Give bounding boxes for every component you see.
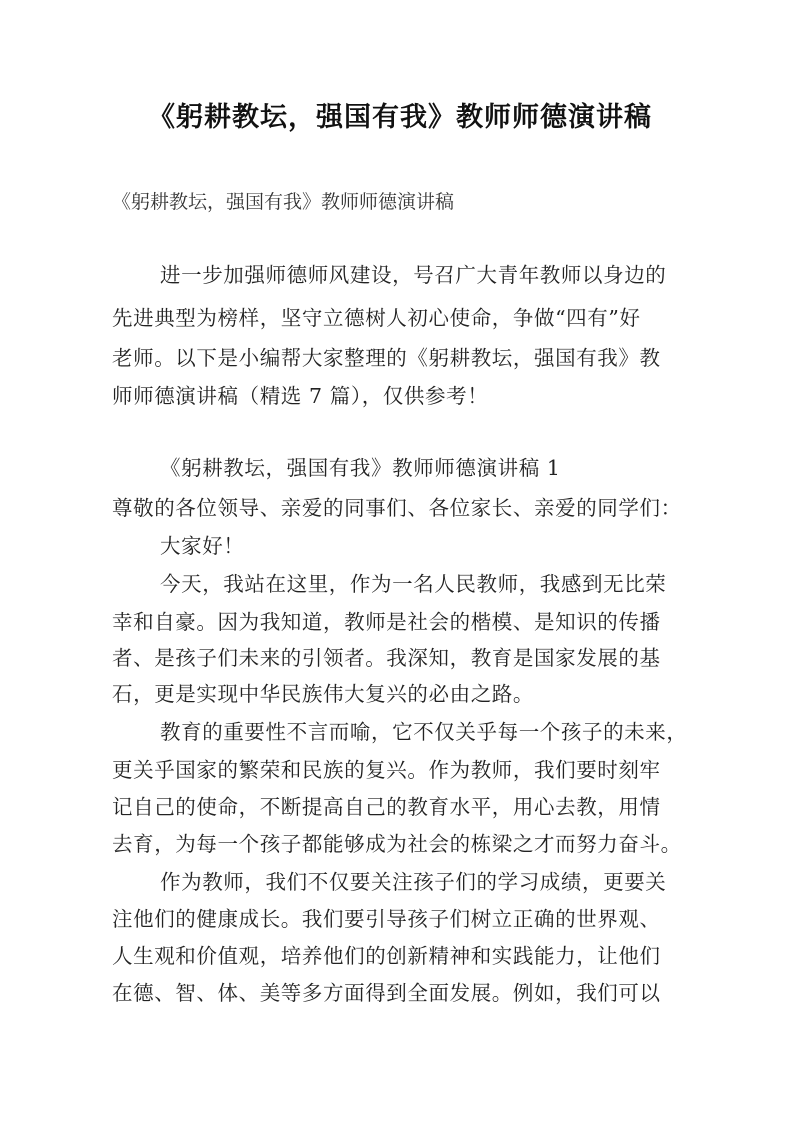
body-line: 者、是孩子们未来的引领者。我深知，教育是国家发展的基 bbox=[112, 646, 661, 670]
body-line: 更关乎国家的繁荣和民族的复兴。作为教师，我们要时刻牢 bbox=[112, 758, 661, 782]
intro-line: 老师。以下是小编帮大家整理的《躬耕教坛，强国有我》教 bbox=[112, 346, 661, 370]
salutation: 尊敬的各位领导、亲爱的同事们、各位家长、亲爱的同学们： bbox=[112, 496, 682, 520]
document-subtitle: 《躬耕教坛，强国有我》教师师德演讲稿 bbox=[112, 191, 455, 213]
intro-line: 师师德演讲稿（精选 7 篇），仅供参考！ bbox=[112, 384, 489, 408]
intro-line: 进一步加强师德师风建设，号召广大青年教师以身边的 bbox=[160, 263, 667, 287]
body-line: 教育的重要性不言而喻，它不仅关乎每一个孩子的未来， bbox=[160, 720, 688, 744]
body-line: 记自己的使命，不断提高自己的教育水平，用心去教，用情 bbox=[112, 795, 661, 819]
body-line: 注他们的健康成长。我们要引导孩子们树立正确的世界观、 bbox=[112, 907, 661, 931]
body-line: 幸和自豪。因为我知道，教师是社会的楷模、是知识的传播 bbox=[112, 610, 661, 634]
body-line: 去育，为每一个孩子都能够成为社会的栋梁之才而努力奋斗。 bbox=[112, 832, 682, 856]
section-heading: 《躬耕教坛，强国有我》教师师德演讲稿 1 bbox=[160, 456, 561, 480]
body-line: 作为教师，我们不仅要关注孩子们的学习成绩，更要关 bbox=[160, 870, 667, 894]
body-line: 石，更是实现中华民族伟大复兴的必由之路。 bbox=[112, 682, 534, 706]
document-title: 《躬耕教坛，强国有我》教师师德演讲稿 bbox=[148, 102, 652, 133]
intro-line: 先进典型为榜样，坚守立德树人初心使命，争做“四有”好 bbox=[112, 306, 641, 330]
body-line: 在德、智、体、美等多方面得到全面发展。例如，我们可以 bbox=[112, 981, 661, 1005]
body-line: 人生观和价值观，培养他们的创新精神和实践能力，让他们 bbox=[112, 944, 661, 968]
body-line: 今天，我站在这里，作为一名人民教师，我感到无比荣 bbox=[160, 572, 667, 596]
greeting: 大家好！ bbox=[160, 534, 245, 558]
